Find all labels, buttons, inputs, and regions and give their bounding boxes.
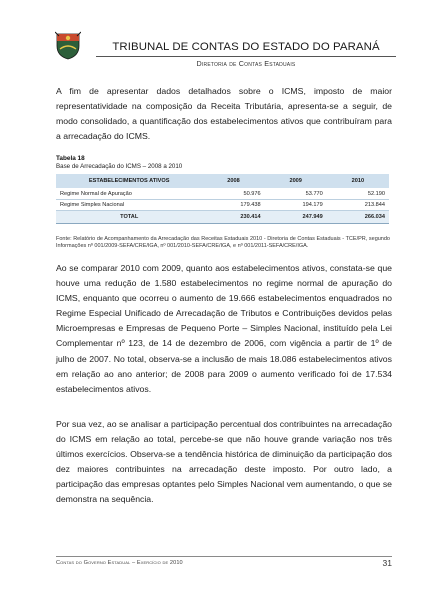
total-cell: 230.414 bbox=[202, 211, 264, 224]
organization-subtitle: Diretoria de Contas Estaduais bbox=[196, 59, 296, 68]
organization-title: TRIBUNAL DE CONTAS DO ESTADO DO PARANÁ bbox=[112, 41, 380, 53]
row-label: Regime Normal de Apuração bbox=[56, 189, 202, 200]
table-cell: 50.976 bbox=[202, 189, 264, 200]
table-source-note: Fonte: Relatório de Acompanhamento da Arrecadação das Receitas Estaduais 2010 - Diretoria de Contas Estaduais - TCE/PR, segundo Informações nº 001/2009-SEFA/CRE/IGA, nº 001/2010-SEFA/CRE/IGA, e nº 001/2011-SEFA/CRE/IGA. bbox=[56, 236, 390, 249]
column-header: 2008 bbox=[202, 174, 264, 189]
table-header-row bbox=[56, 174, 389, 189]
total-label: TOTAL bbox=[56, 211, 202, 224]
row-label: Regime Simples Nacional bbox=[56, 200, 202, 211]
total-cell: 247.949 bbox=[265, 211, 327, 224]
table-cell: 194.179 bbox=[265, 200, 327, 211]
total-cell: 266.034 bbox=[327, 211, 389, 224]
table-row bbox=[56, 200, 389, 211]
footer-text: Contas do Governo Estadual – Exercício de 2010 bbox=[56, 560, 183, 566]
paragraph-participation: Por sua vez, ao se analisar a participação percentual dos contribuintes na arrecadação do ICMS em relação ao total, percebe-se que não houve grande variação nos três últimos exercícios. Observa-se a tendência histórica de diminuição da participação dos dez maiores contribuintes na arrecadação deste imposto. Por outro lado, a participação das empresas optantes pelo Simples Nacional vem aumentando, o que se demonstra na sequência. bbox=[56, 419, 392, 505]
page-number: 31 bbox=[382, 558, 392, 568]
column-header: 2010 bbox=[327, 174, 389, 189]
table-cell: 179.438 bbox=[202, 200, 264, 211]
icms-base-table bbox=[56, 174, 389, 224]
table-row bbox=[56, 189, 389, 200]
footer-divider bbox=[56, 556, 392, 557]
table-total-row bbox=[56, 211, 389, 224]
table-subcaption: Base de Arrecadação do ICMS – 2008 a 2010 bbox=[56, 163, 183, 170]
table-caption: Tabela 18 bbox=[56, 155, 85, 162]
table-cell: 213.844 bbox=[327, 200, 389, 211]
coat-of-arms-icon bbox=[55, 30, 81, 60]
table-cell: 53.770 bbox=[265, 189, 327, 200]
table-cell: 52.190 bbox=[327, 189, 389, 200]
header-divider bbox=[96, 56, 396, 57]
paragraph-comparison: Ao se comparar 2010 com 2009, quanto aos estabelecimentos ativos, constata-se que houve uma redução de 1.580 estabelecimentos no regime normal de apuração do ICMS, enquanto que ocorreu o aumento de 19.666 estabelecimentos enquadrados no Regime Especial Unificado de Arrecadação de Tributos e Contribuições devidos pelas Microempresas e Empresas de Pequeno Porte – Simples Nacional, instituído pela Lei Complementar nº 123, de 14 de dezembro de 2006, com vigência a partir de 1º de julho de 2007. No total, observa-se a inclusão de mais 18.086 estabelecimentos ativos em relação ao ano anterior; de 2008 para 2009 o aumento verificado foi de 17.534 estabelecimentos ativos. bbox=[56, 263, 392, 394]
column-header: 2009 bbox=[265, 174, 327, 189]
paragraph-intro: A fim de apresentar dados detalhados sobre o ICMS, imposto de maior representatividade na composição da Receita Tributária, apresenta-se a seguir, de modo consolidado, a quantificação dos estabelecimentos ativos que contribuíram para a arrecadação do ICMS. bbox=[56, 86, 392, 142]
column-header: ESTABELECIMENTOS ATIVOS bbox=[56, 174, 202, 189]
